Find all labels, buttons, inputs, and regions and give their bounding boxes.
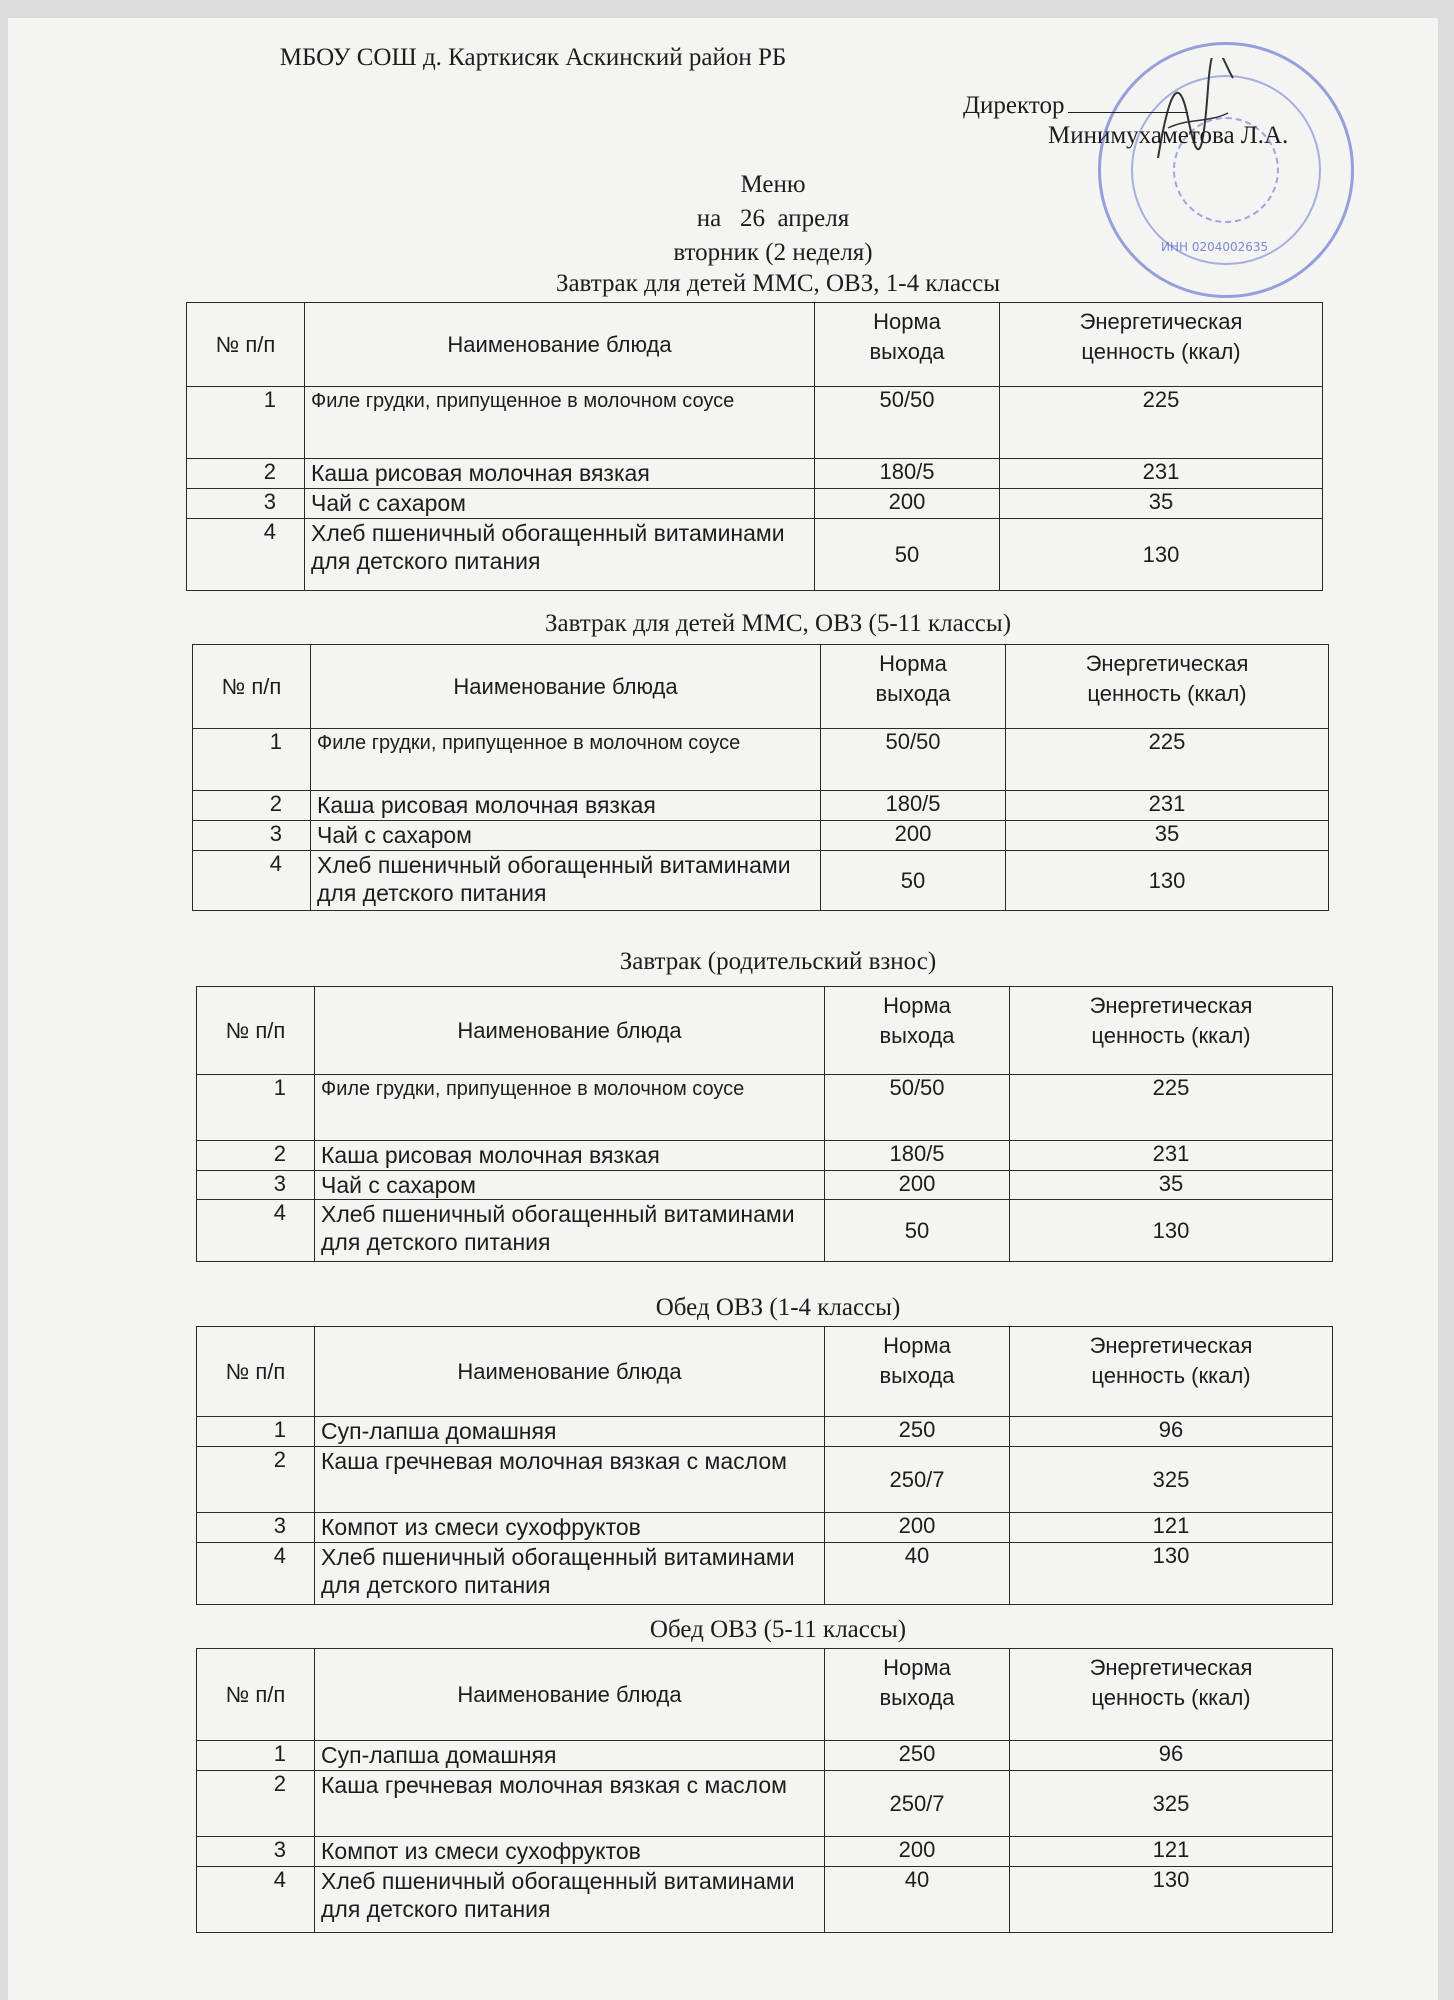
menu-date: на 26 апреля <box>696 205 850 232</box>
table-row: 4 Хлеб пшеничный обогащенный витаминами для детского питания 40 130 <box>197 1867 1333 1933</box>
col-energy: Энергетическая ценность (ккал) <box>1010 987 1333 1075</box>
table-row: 2 Каша рисовая молочная вязкая 180/5 231 <box>197 1141 1333 1171</box>
table-row: 1 Филе грудки, припущенное в молочном соусе 50/50 225 <box>187 387 1323 459</box>
table-row: 3 Чай с сахаром 200 35 <box>187 489 1323 519</box>
section-title: Обед ОВЗ (5-11 классы) <box>649 1616 907 1643</box>
col-energy: Энергетическая ценность (ккал) <box>1010 1649 1333 1741</box>
section-title: Завтрак (родительский взнос) <box>619 948 937 975</box>
section-title: Завтрак для детей ММС, ОВЗ (5-11 классы) <box>544 610 1012 637</box>
col-energy: Энергетическая ценность (ккал) <box>1010 1327 1333 1417</box>
table-row: 1 Филе грудки, припущенное в молочном соусе 50/50 225 <box>197 1075 1333 1141</box>
table-row: 1 Филе грудки, припущенное в молочном соусе 50/50 225 <box>193 729 1329 791</box>
col-norm: Норма выхода <box>825 1649 1010 1741</box>
director-name: Минимухаметова Л.А. <box>1048 122 1289 149</box>
menu-heading <box>8 168 1454 270</box>
school-name: МБОУ СОШ д. Карткисяк Аскинский район РБ <box>279 44 787 71</box>
table-row: 2 Каша рисовая молочная вязкая 180/5 231 <box>193 791 1329 821</box>
director-label: Директор <box>963 92 1188 120</box>
table-row: 3 Компот из смеси сухофруктов 200 121 <box>197 1513 1333 1543</box>
menu-table <box>196 1326 1333 1605</box>
col-name: Наименование блюда <box>315 987 825 1075</box>
col-name: Наименование блюда <box>305 303 815 387</box>
table-row: 3 Чай с сахаром 200 35 <box>193 821 1329 851</box>
menu-table <box>192 644 1329 911</box>
menu-title: Меню <box>740 171 806 198</box>
menu-day: вторник (2 неделя) <box>673 239 873 266</box>
col-norm: Норма выхода <box>815 303 1000 387</box>
col-energy: Энергетическая ценность (ккал) <box>1000 303 1323 387</box>
col-energy: Энергетическая ценность (ккал) <box>1006 645 1329 729</box>
col-num: № п/п <box>197 1327 315 1417</box>
document-page <box>8 18 1438 2000</box>
col-norm: Норма выхода <box>821 645 1006 729</box>
col-num: № п/п <box>193 645 311 729</box>
menu-table <box>196 986 1333 1262</box>
col-norm: Норма выхода <box>825 987 1010 1075</box>
table-row: 4 Хлеб пшеничный обогащенный витаминами для детского питания 50 130 <box>193 851 1329 911</box>
table-row: 2 Каша рисовая молочная вязкая 180/5 231 <box>187 459 1323 489</box>
col-num: № п/п <box>197 1649 315 1741</box>
section-title: Обед ОВЗ (1-4 классы) <box>655 1294 901 1321</box>
table-row: 2 Каша гречневая молочная вязкая с маслом 250/7 325 <box>197 1447 1333 1513</box>
col-name: Наименование блюда <box>315 1327 825 1417</box>
menu-table <box>186 302 1323 591</box>
col-norm: Норма выхода <box>825 1327 1010 1417</box>
section-title: Завтрак для детей ММС, ОВЗ, 1-4 классы <box>555 270 1001 297</box>
col-name: Наименование блюда <box>311 645 821 729</box>
col-num: № п/п <box>187 303 305 387</box>
table-row: 4 Хлеб пшеничный обогащенный витаминами для детского питания 50 130 <box>197 1200 1333 1262</box>
col-name: Наименование блюда <box>315 1649 825 1741</box>
menu-table <box>196 1648 1333 1933</box>
col-num: № п/п <box>197 987 315 1075</box>
table-row: 4 Хлеб пшеничный обогащенный витаминами для детского питания 50 130 <box>187 519 1323 591</box>
table-row: 2 Каша гречневая молочная вязкая с маслом 250/7 325 <box>197 1771 1333 1837</box>
stamp-inn: ИНН 0204002635 <box>1161 240 1269 254</box>
table-row: 3 Чай с сахаром 200 35 <box>197 1171 1333 1200</box>
table-row: 1 Суп-лапша домашняя 250 96 <box>197 1741 1333 1771</box>
table-row: 4 Хлеб пшеничный обогащенный витаминами для детского питания 40 130 <box>197 1543 1333 1605</box>
table-row: 1 Суп-лапша домашняя 250 96 <box>197 1417 1333 1447</box>
table-row: 3 Компот из смеси сухофруктов 200 121 <box>197 1837 1333 1867</box>
